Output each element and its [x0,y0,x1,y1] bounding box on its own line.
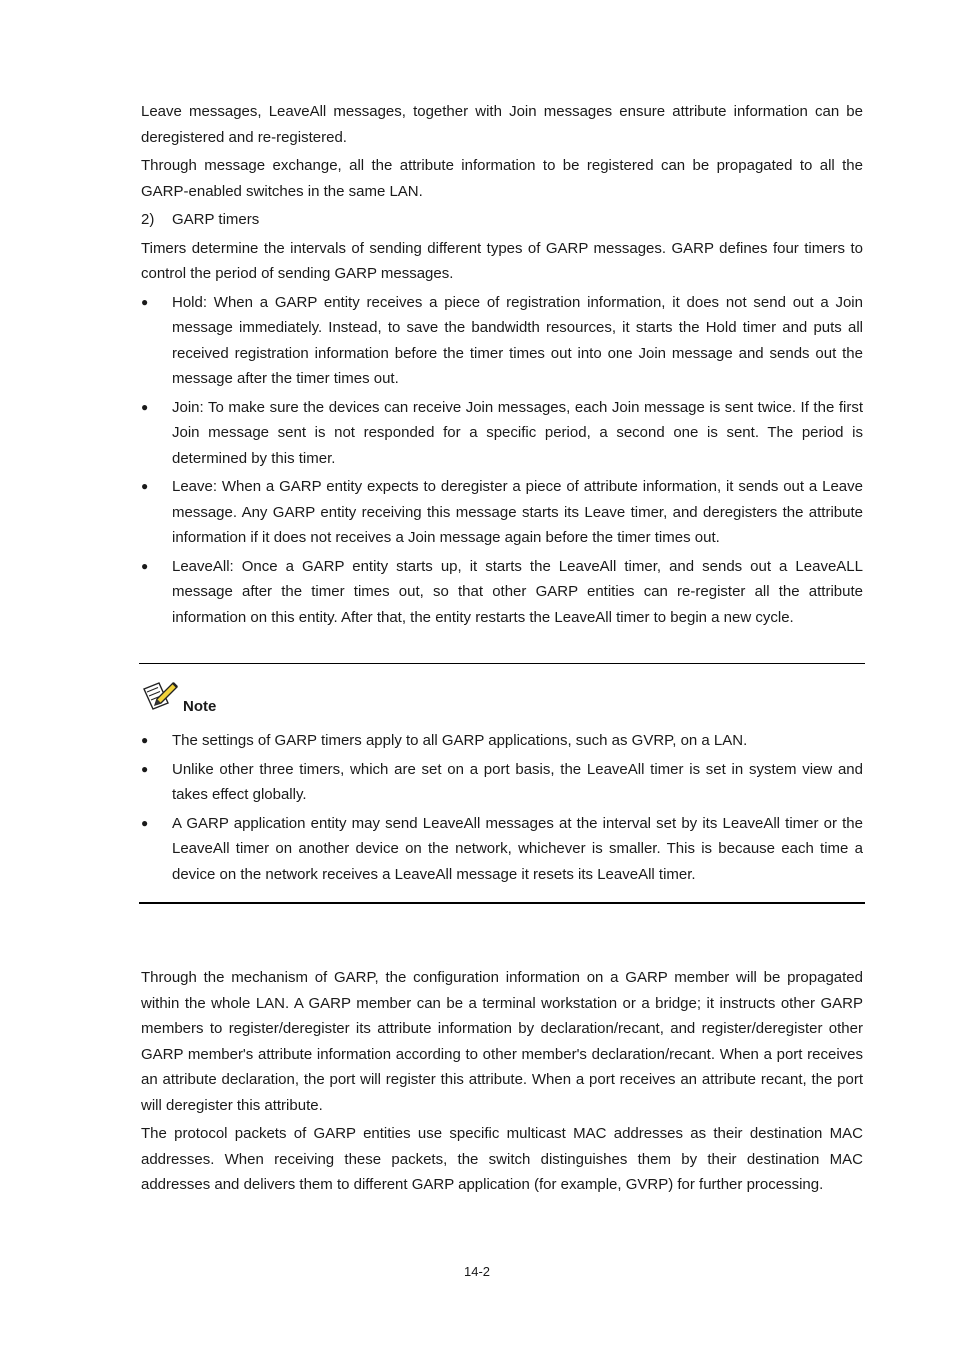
note-heading [141,682,216,716]
bullet-icon: ● [141,815,149,830]
bullet-icon: ● [141,399,149,414]
timers-list [141,290,863,631]
mechanism-paragraph-1: Through the mechanism of GARP, the configuration information on a GARP member will be propagated within the whole LAN. A GARP member can be a terminal workstation or a bridge; it instructs other GARP members to register/deregister its attribute information by declaration/recant, and register/deregister other GARP member's attribute information according to other member's declaration/recant. When a port receives an attribute declaration, the port will register this attribute. When a port receives an attribute recant, the port will deregister this attribute. [141,969,863,1114]
bullet-icon: ● [141,479,149,493]
note-block [141,728,863,890]
intro-block [141,99,863,633]
list-item-hold-timer: ● Hold: When a GARP entity receives a piece of registration information, it does not send out a Join message immediately. Instead, to save the bandwidth resources, it starts the Hold timer and puts all received registration information before the timer times out into one Join message and sends out the message after the timer times out. [141,290,863,392]
note-label: Note [183,698,217,715]
note-item: ● A GARP application entity may send LeaveAll messages at the interval set by its LeaveAll timer or the LeaveAll timer on another device on the network, whichever is smaller. This is because each time a device on the network receives a LeaveAll message it resets its LeaveAll timer. [141,811,863,888]
intro-paragraph-1: Leave messages, LeaveAll messages, together with Join messages ensure attribute information can be deregistered and re-registered. [141,103,863,146]
note-list [141,728,863,887]
note-top-divider [139,663,865,664]
mechanism-paragraph-2: The protocol packets of GARP entities use specific multicast MAC addresses as their destination MAC addresses. When receiving these packets, the switch distinguishes them by their destination MAC addresses and delivers them to different GARP application (for example, GVRP) for further processing. [141,1125,863,1193]
list-item-leave-timer: ● Leave: When a GARP entity expects to deregister a piece of attribute information, it sends out a Leave message. Any GARP entity receiving this message starts its Leave timer, and deregisters the attribute information if it does not receives a Join message again before the timer times out. [141,474,863,551]
section-heading-garp-timers [141,207,863,233]
section-number: 2) [141,211,155,228]
note-item: ● The settings of GARP timers apply to all GARP applications, such as GVRP, on a LAN. [141,728,863,754]
mechanism-block [141,965,863,1201]
bullet-icon: ● [141,294,149,309]
timers-intro-paragraph: Timers determine the intervals of sending different types of GARP messages. GARP defines four timers to control the period of sending GARP messages. [141,239,863,282]
list-item-leaveall-timer: ● LeaveAll: Once a GARP entity starts up, it starts the LeaveAll timer, and sends out a LeaveALL message after the timer times out, so that other GARP entities can re-register all the attribute information on this entity. After that, the entity restarts the LeaveAll timer to begin a new cycle. [141,554,863,631]
intro-paragraph-2: Through message exchange, all the attribute information to be registered can be propagated to all the GARP-enabled switches in the same LAN. [141,157,863,200]
bullet-icon: ● [141,761,149,776]
page-number: 14-2 [463,1264,491,1279]
section-title: GARP timers [172,211,260,228]
bullet-icon: ● [141,558,149,573]
note-item: ● Unlike other three timers, which are set on a port basis, the LeaveAll timer is set in system view and takes effect globally. [141,757,863,808]
note-bottom-divider [139,902,865,904]
note-pencil-icon [141,679,179,716]
list-item-join-timer: ● Join: To make sure the devices can receive Join messages, each Join message is sent twice. If the first Join message sent is not responded for a specific period, a second one is sent. The period is determined by this timer. [141,395,863,472]
bullet-icon: ● [141,733,149,747]
